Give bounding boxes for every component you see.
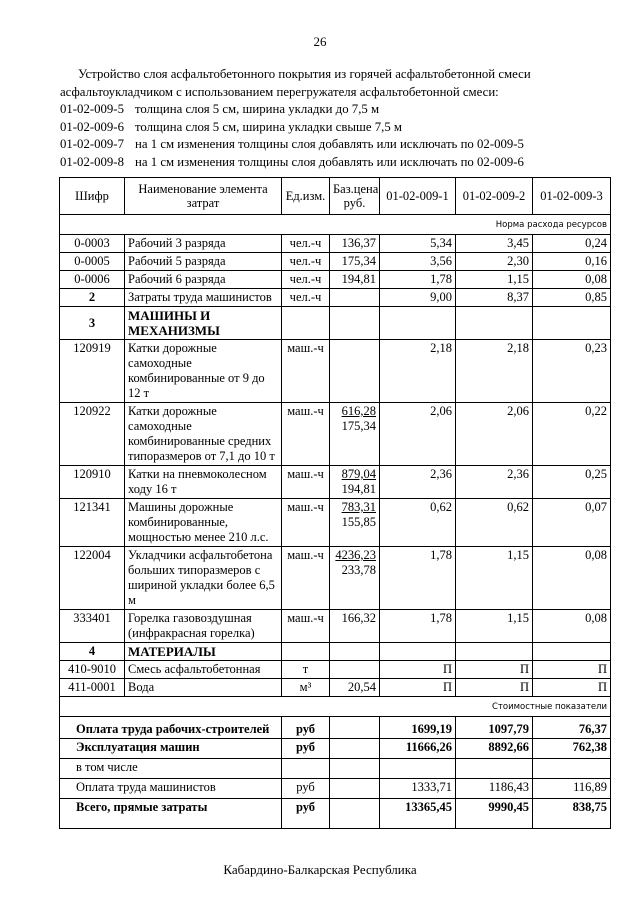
row-price: 879,04 194,81 (330, 466, 380, 499)
row-code: 120922 (60, 403, 125, 466)
row-price: 194,81 (330, 271, 380, 289)
row-code: 120910 (60, 466, 125, 499)
row-price: 166,32 (330, 610, 380, 643)
row-v2: П (456, 679, 533, 697)
total-v3: 116,89 (533, 779, 611, 799)
page-footer: Кабардино-Балкарская Республика (223, 862, 417, 877)
row-price: 783,31 155,85 (330, 499, 380, 547)
row-v1: 1,78 (380, 610, 456, 643)
row-v1: 3,56 (380, 253, 456, 271)
row-v3: 0,85 (533, 289, 611, 307)
section-title: МАШИНЫ И МЕХАНИЗМЫ (125, 307, 282, 340)
total-v3: 76,37 (533, 717, 611, 739)
table-row (60, 679, 611, 697)
row-v1: П (380, 679, 456, 697)
row-name: Вода (125, 679, 282, 697)
row-code: 0-0003 (60, 235, 125, 253)
table-row (60, 253, 611, 271)
section-title: МАТЕРИАЛЫ (125, 643, 282, 661)
intro-item (60, 119, 620, 137)
total-name: Оплата труда машинистов (60, 779, 282, 799)
section-code: 3 (60, 307, 125, 340)
total-name: Эксплуатация машин (60, 739, 282, 759)
row-v1: 1,78 (380, 547, 456, 610)
row-v1: 9,00 (380, 289, 456, 307)
total-row (60, 779, 611, 799)
total-unit: руб (282, 779, 330, 799)
row-price: 4236,23 233,78 (330, 547, 380, 610)
row-v3: 0,16 (533, 253, 611, 271)
total-row (60, 739, 611, 759)
intro-item (60, 154, 620, 172)
table-header-row (60, 178, 611, 215)
row-v1: 2,06 (380, 403, 456, 466)
row-name: Катки дорожные самоходные комбинированные от 9 до 12 т (125, 340, 282, 403)
total-v2: 9990,45 (456, 799, 533, 829)
total-row (60, 799, 611, 829)
row-unit: чел.-ч (282, 235, 330, 253)
row-v2: 8,37 (456, 289, 533, 307)
row-unit: маш.-ч (282, 466, 330, 499)
row-unit: чел.-ч (282, 271, 330, 289)
intro-line-1: Устройство слоя асфальтобетонного покрытия из горячей асфальтобетонной смеси (78, 67, 531, 81)
row-unit: маш.-ч (282, 340, 330, 403)
row-unit: маш.-ч (282, 403, 330, 466)
row-v2: П (456, 661, 533, 679)
total-v1: 11666,26 (380, 739, 456, 759)
table-row (60, 499, 611, 547)
row-code: 333401 (60, 610, 125, 643)
row-price: 175,34 (330, 253, 380, 271)
row-v1: 5,34 (380, 235, 456, 253)
row-v2: 2,30 (456, 253, 533, 271)
total-v2: 1186,43 (456, 779, 533, 799)
row-v1: П (380, 661, 456, 679)
total-v1: 13365,45 (380, 799, 456, 829)
row-name: Катки на пневмоколесном ходу 16 т (125, 466, 282, 499)
header-price: Баз.цена руб. (330, 178, 380, 215)
table-row (60, 403, 611, 466)
table-row (60, 466, 611, 499)
totals-group (60, 717, 611, 829)
intro-block (60, 66, 620, 171)
header-col-1: 01-02-009-1 (380, 178, 456, 215)
row-v1: 2,18 (380, 340, 456, 403)
cost-note: Стоимостные показатели (60, 697, 611, 717)
row-v3: 0,22 (533, 403, 611, 466)
row-name: Затраты труда машинистов (125, 289, 282, 307)
row-v2: 2,18 (456, 340, 533, 403)
intro-item-code: 01-02-009-8 (60, 154, 124, 169)
row-unit: маш.-ч (282, 499, 330, 547)
intro-line-2: асфальтоукладчиком с использованием перегружателя асфальтобетонной смеси: (60, 84, 499, 99)
row-code: 0-0005 (60, 253, 125, 271)
row-price: 20,54 (330, 679, 380, 697)
row-name: Машины дорожные комбинированные, мощностью менее 210 л.с. (125, 499, 282, 547)
row-name: Рабочий 6 разряда (125, 271, 282, 289)
table-row (60, 235, 611, 253)
materials-group (60, 643, 611, 697)
intro-item (60, 101, 620, 119)
intro-item-code: 01-02-009-6 (60, 119, 124, 134)
row-price (330, 289, 380, 307)
section-row (60, 307, 611, 340)
row-price (330, 340, 380, 403)
workers-group (60, 235, 611, 289)
machinist-row (60, 289, 611, 307)
intro-item-text: на 1 см изменения толщины слоя добавлять или исключать по 02-009-6 (135, 154, 524, 169)
norm-note: Норма расхода ресурсов (60, 215, 611, 235)
row-v1: 1,78 (380, 271, 456, 289)
row-unit: маш.-ч (282, 610, 330, 643)
intro-item-text: толщина слоя 5 см, ширина укладки свыше 7,5 м (135, 119, 403, 134)
row-v2: 2,36 (456, 466, 533, 499)
total-name: Оплата труда рабочих-строителей (60, 717, 282, 739)
total-v3: 838,75 (533, 799, 611, 829)
row-v3: 0,08 (533, 271, 611, 289)
row-code: 122004 (60, 547, 125, 610)
total-v1: 1699,19 (380, 717, 456, 739)
total-name: Всего, прямые затраты (60, 799, 282, 829)
row-v1: 2,36 (380, 466, 456, 499)
row-price (330, 661, 380, 679)
table-row (60, 547, 611, 610)
row-v3: 0,07 (533, 499, 611, 547)
table-row (60, 610, 611, 643)
intro-item-code: 01-02-009-5 (60, 102, 124, 116)
total-name: в том числе (60, 759, 282, 779)
total-v2: 1097,79 (456, 717, 533, 739)
row-v2: 0,62 (456, 499, 533, 547)
row-name: Горелка газовоздушная (инфракрасная горелка) (125, 610, 282, 643)
header-col-3: 01-02-009-3 (533, 178, 611, 215)
row-v2: 1,15 (456, 610, 533, 643)
intro-item-text: толщина слоя 5 см, ширина укладки до 7,5 м (135, 102, 380, 116)
row-unit: маш.-ч (282, 547, 330, 610)
row-code: 120919 (60, 340, 125, 403)
page-number: 26 (313, 34, 327, 49)
row-v3: П (533, 679, 611, 697)
row-v1: 0,62 (380, 499, 456, 547)
header-code: Шифр (60, 178, 125, 215)
resource-table (59, 177, 611, 829)
row-v2: 2,06 (456, 403, 533, 466)
row-code: 410-9010 (60, 661, 125, 679)
row-name: Смесь асфальтобетонная (125, 661, 282, 679)
total-unit: руб (282, 799, 330, 829)
row-unit: м³ (282, 679, 330, 697)
machines-group (60, 307, 611, 643)
row-unit: чел.-ч (282, 289, 330, 307)
row-price: 616,28 175,34 (330, 403, 380, 466)
total-unit: руб (282, 717, 330, 739)
row-v3: 0,08 (533, 547, 611, 610)
row-v2: 3,45 (456, 235, 533, 253)
table-row (60, 661, 611, 679)
header-name: Наименование элемента затрат (125, 178, 282, 215)
total-v2: 8892,66 (456, 739, 533, 759)
row-name: Катки дорожные самоходные комбинированные средних типоразмеров от 7,1 до 10 т (125, 403, 282, 466)
table-row (60, 340, 611, 403)
row-v2: 1,15 (456, 547, 533, 610)
row-code: 0-0006 (60, 271, 125, 289)
section-row (60, 643, 611, 661)
row-v2: 1,15 (456, 271, 533, 289)
total-row (60, 717, 611, 739)
intro-item-code: 01-02-009-7 (60, 137, 124, 151)
row-v3: 0,24 (533, 235, 611, 253)
row-name: Рабочий 5 разряда (125, 253, 282, 271)
row-v3: П (533, 661, 611, 679)
header-col-2: 01-02-009-2 (456, 178, 533, 215)
row-v3: 0,08 (533, 610, 611, 643)
header-unit: Ед.изм. (282, 178, 330, 215)
row-v3: 0,23 (533, 340, 611, 403)
row-v3: 0,25 (533, 466, 611, 499)
intro-item (60, 136, 620, 154)
row-name: Рабочий 3 разряда (125, 235, 282, 253)
row-name: Укладчики асфальтобетона больших типоразмеров с шириной укладки более 6,5 м (125, 547, 282, 610)
row-unit: чел.-ч (282, 253, 330, 271)
total-row (60, 759, 611, 779)
row-code: 121341 (60, 499, 125, 547)
row-unit: т (282, 661, 330, 679)
intro-item-text: на 1 см изменения толщины слоя добавлять или исключать по 02-009-5 (135, 137, 524, 151)
row-code: 2 (60, 289, 125, 307)
section-code: 4 (60, 643, 125, 661)
total-v1: 1333,71 (380, 779, 456, 799)
total-unit: руб (282, 739, 330, 759)
row-price: 136,37 (330, 235, 380, 253)
total-v3: 762,38 (533, 739, 611, 759)
row-code: 411-0001 (60, 679, 125, 697)
table-row (60, 271, 611, 289)
